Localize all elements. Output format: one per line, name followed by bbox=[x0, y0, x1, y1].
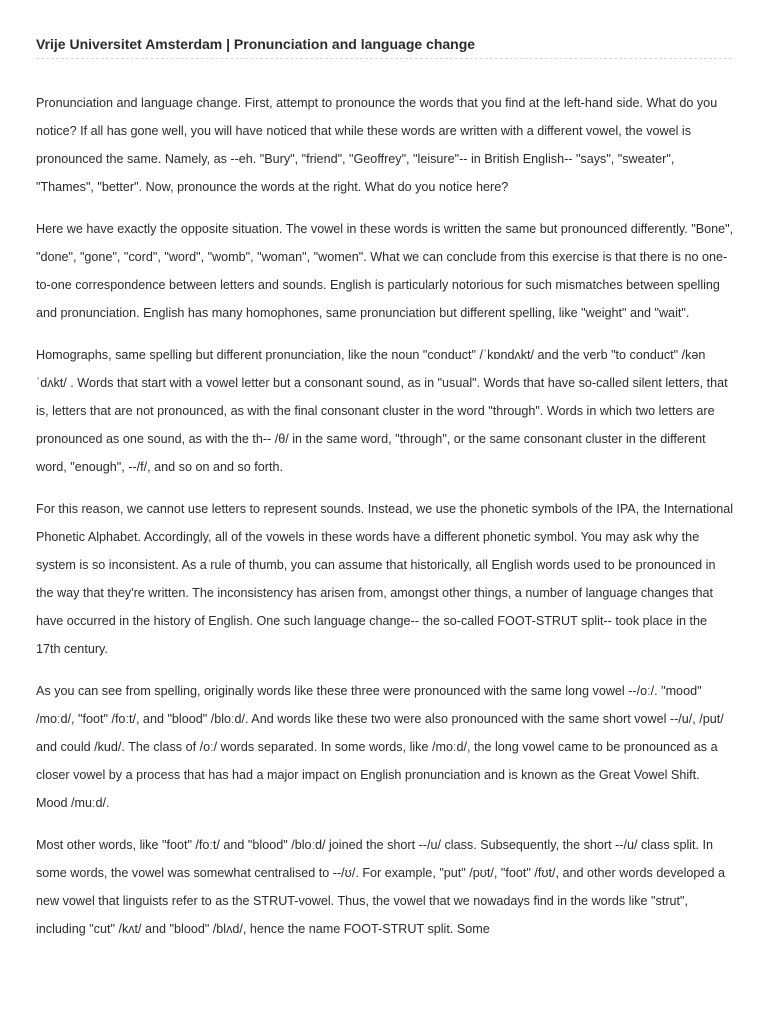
document-title: Vrije Universitet Amsterdam | Pronunciation and language change bbox=[36, 36, 476, 52]
paragraph: Homographs, same spelling but different pronunciation, like the noun "conduct" /ˈkɒndʌkt/ and the verb "to conduct" /kənˈdʌkt/ . Words that start with a vowel letter but a consonant sound, as in "usual". Words that have so-called silent letters, that is, letters that are not pronounced, as with the final consonant cluster in the word "through". Words in which two letters are pronounced as one sound, as with the th-- /θ/ in the same word, "through", or the same consonant cluster in the different word, "enough", --/f/, and so on and so forth. bbox=[36, 348, 728, 474]
document-body bbox=[36, 89, 734, 957]
paragraph: For this reason, we cannot use letters to represent sounds. Instead, we use the phonetic symbols of the IPA, the International Phonetic Alphabet. Accordingly, all of the vowels in these words have a different phonetic symbol. You may ask why the system is so inconsistent. As a rule of thumb, you can assume that historically, all English words used to be pronounced in the way that they're written. The inconsistency has arisen from, amongst other things, a number of language changes that have occurred in the history of English. One such language change-- the so-called FOOT-STRUT split-- took place in the 17th century. bbox=[36, 502, 734, 656]
paragraph: Pronunciation and language change. First, attempt to pronounce the words that you find at the left-hand side. What do you notice? If all has gone well, you will have noticed that while these words are written with a different vowel, the vowel is pronounced the same. Namely, as --eh. "Bury", "friend", "Geoffrey", "leisure"-- in British English-- "says", "sweater", "Thames", "better". Now, pronounce the words at the right. What do you notice here? bbox=[36, 96, 718, 194]
title-divider bbox=[36, 58, 732, 59]
document-header bbox=[36, 34, 732, 59]
paragraph: Most other words, like "foot" /foːt/ and "blood" /bloːd/ joined the short --/u/ class. Subsequently, the short --/u/ class split. In some words, the vowel was somewhat centralised to --/ʊ/. For example, "put" /pʊt/, "foot" /fʊt/, and other words developed a new vowel that linguists refer to as the STRUT-vowel. Thus, the vowel that we nowadays find in the words like "strut", including "cut" /kʌt/ and "blood" /blʌd/, hence the name FOOT-STRUT split. Some bbox=[36, 838, 725, 936]
paragraph: As you can see from spelling, originally words like these three were pronounced with the same long vowel --/oː/. "mood" /moːd/, "foot" /foːt/, and "blood" /bloːd/. And words like these two were also pronounced with the same short vowel --/u/, /put/ and could /kud/. The class of /oː/ words separated. In some words, like /moːd/, the long vowel came to be pronounced as a closer vowel by a process that has had a major impact on English pronunciation and is known as the Great Vowel Shift. Mood /muːd/. bbox=[36, 684, 724, 810]
paragraph: Here we have exactly the opposite situation. The vowel in these words is written the same but pronounced differently. "Bone", "done", "gone", "cord", "word", "womb", "woman", "women". What we can conclude from this exercise is that there is no one-to-one correspondence between letters and sounds. English is particularly notorious for such mismatches between spelling and pronunciation. English has many homophones, same pronunciation but different spelling, like "weight" and "wait". bbox=[36, 222, 734, 320]
